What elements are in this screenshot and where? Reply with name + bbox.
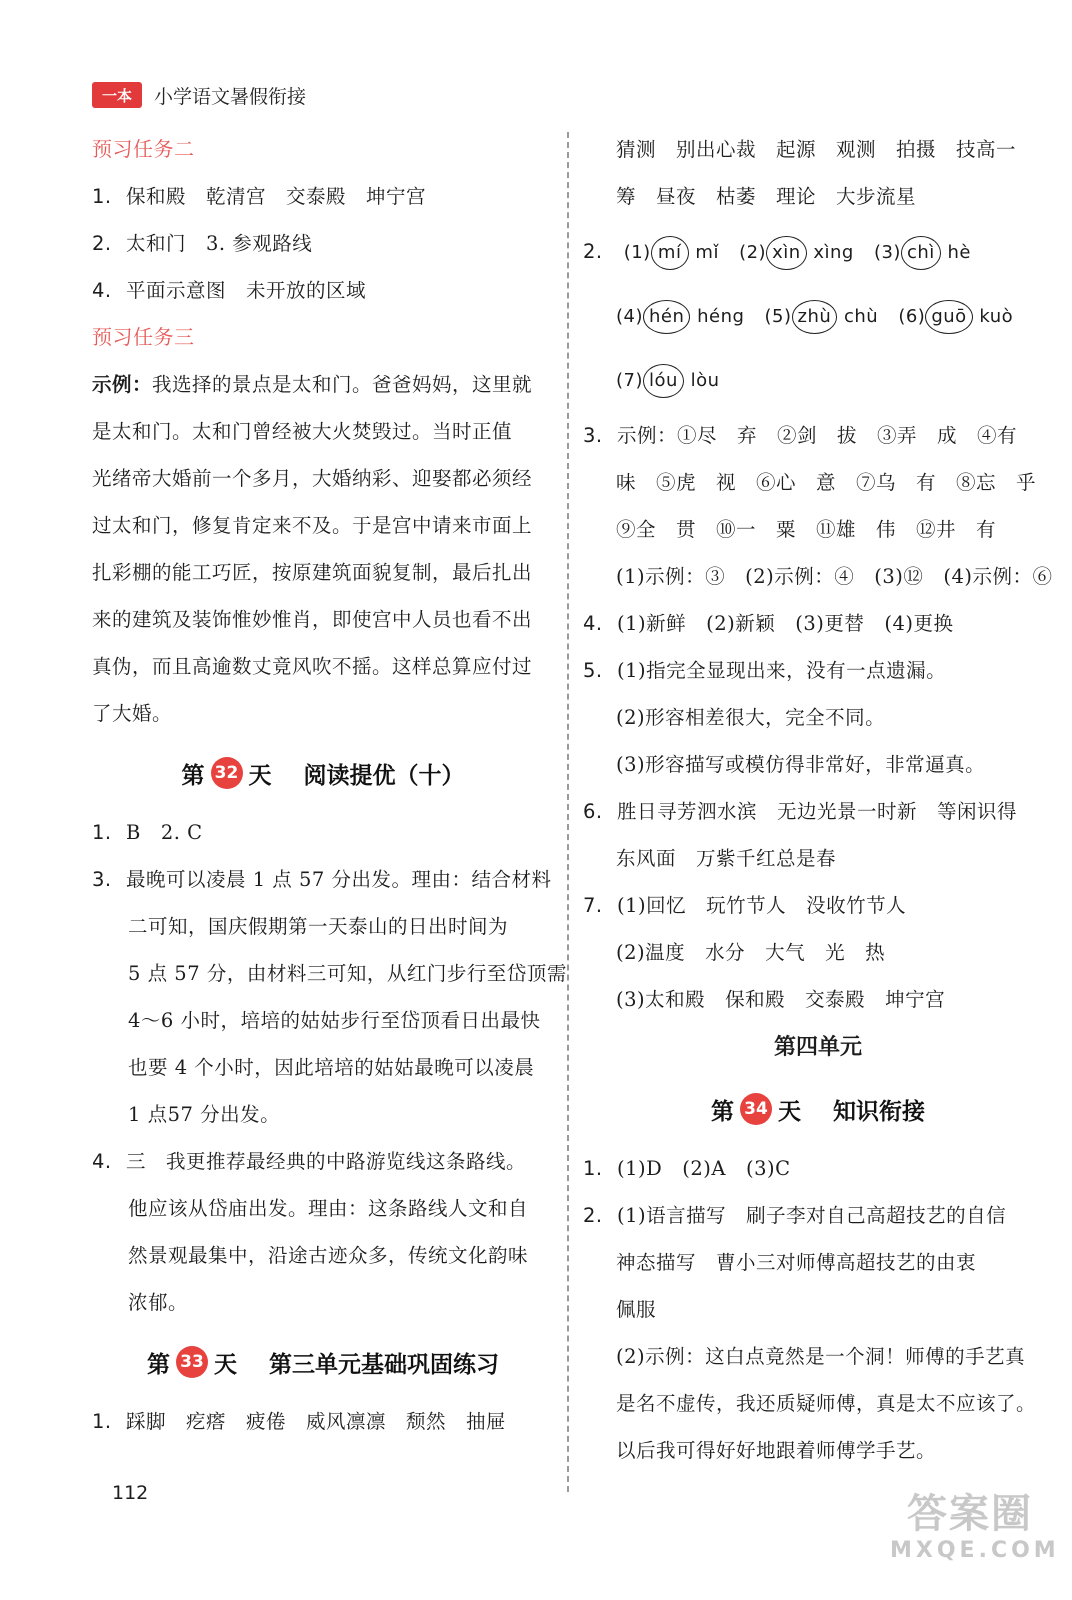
day-number-badge: 33: [176, 1346, 208, 1378]
answer-item: 4. 三 我更推荐最经典的中路游览线这条路线。: [92, 1150, 527, 1173]
answer-line: ⑨全 贯 ⑩一 粟 ⑪雄 伟 ⑫井 有: [616, 518, 997, 541]
example-line: 扎彩棚的能工巧匠，按原建筑面貌复制，最后扎出: [92, 561, 533, 584]
answer-line: (1)示例：③ (2)示例：④ (3)⑫ (4)示例：⑥: [616, 565, 1053, 588]
answer-line: 东风面 万紫千红总是春: [616, 847, 837, 870]
answer-line: 猜测 别出心裁 起源 观测 拍摄 技高一: [616, 138, 1017, 161]
circled-pinyin: hén: [643, 300, 690, 334]
answer-item: 1. (1)D (2)A (3)C: [583, 1157, 791, 1180]
answer-line: 是名不虚传，我还质疑师傅，真是太不应该了。: [616, 1392, 1037, 1415]
answer-line: 他应该从岱庙出发。理由：这条路线人文和自: [128, 1197, 529, 1220]
answer-line: 5 点 57 分，由材料三可知，从红门步行至岱顶需: [128, 962, 567, 985]
watermark-logo: 答案圈: [907, 1490, 1033, 1537]
answer-line: 1 点57 分出发。: [128, 1103, 281, 1126]
answer-item: 4. 平面示意图 未开放的区域: [92, 279, 367, 302]
answer-line: 神态描写 曹小三对师傅高超技艺的由衷: [616, 1251, 977, 1274]
pinyin-row: (4) hén héng (5) zhù chù (6) guō kuò: [583, 284, 1053, 348]
circled-pinyin: guō: [925, 300, 972, 334]
answer-line: (2)温度 水分 大气 光 热: [616, 941, 886, 964]
left-column: [92, 126, 567, 1445]
day-heading: 第 34 天 知识衔接: [583, 1073, 1053, 1145]
watermark: [890, 1490, 1060, 1570]
section-title: 预习任务二: [92, 137, 195, 161]
day-heading: 第 33 天 第三单元基础巩固练习: [92, 1326, 554, 1398]
answer-line: 味 ⑤虎 视 ⑥心 意 ⑦乌 有 ⑧忘 乎: [616, 471, 1037, 494]
example-line: 光绪帝大婚前一个多月，大婚纳彩、迎娶都必须经: [92, 467, 533, 490]
day-heading: 第 32 天 阅读提优（十）: [92, 737, 554, 809]
right-column: [583, 126, 1053, 1474]
page-header: [92, 78, 306, 112]
answer-line: 浓郁。: [128, 1291, 189, 1314]
answer-item: 2. (1)语言描写 刷子李对自己高超技艺的自信: [583, 1204, 1007, 1227]
answer-line: 二可知，国庆假期第一天泰山的日出时间为: [128, 915, 509, 938]
answer-item: 3. 示例：①尽 弃 ②剑 拔 ③弄 成 ④有: [583, 424, 1018, 447]
circled-pinyin: lóu: [643, 364, 684, 398]
answer-item: 1. 保和殿 乾清宫 交泰殿 坤宁宫: [92, 185, 427, 208]
brand-logo: 一本: [92, 82, 142, 108]
answer-item: 4. (1)新鲜 (2)新颖 (3)更替 (4)更换: [583, 612, 954, 635]
answer-line: (2)示例：这白点竟然是一个洞！师傅的手艺真: [616, 1345, 1026, 1368]
circled-pinyin: xìn: [766, 236, 807, 270]
answer-line: 以后我可得好好地跟着师傅学手艺。: [616, 1439, 937, 1462]
circled-pinyin: mí: [651, 236, 689, 270]
circled-pinyin: chì: [901, 236, 941, 270]
example-line: 了大婚。: [92, 702, 173, 725]
circled-pinyin: zhù: [792, 300, 838, 334]
watermark-url: MXQE.COM: [890, 1538, 1060, 1563]
column-divider: [567, 132, 569, 1492]
answer-item: 2. 太和门 3. 参观路线: [92, 232, 313, 255]
example-line: 示例：我选择的景点是太和门。爸爸妈妈，这里就: [92, 373, 533, 396]
answer-item: 3. 最晚可以凌晨 1 点 57 分出发。理由：结合材料: [92, 868, 552, 891]
day-number-badge: 34: [740, 1093, 772, 1125]
pinyin-row: (7) lóu lòu: [583, 348, 1053, 412]
answer-line: (3)形容描写或模仿得非常好，非常逼真。: [616, 753, 986, 776]
example-line: 真伪，而且高逾数丈竟风吹不摇。这样总算应付过: [92, 655, 533, 678]
answer-line: (2)形容相差很大，完全不同。: [616, 706, 886, 729]
answer-line: 也要 4 个小时，因此培培的姑姑最晚可以凌晨: [128, 1056, 535, 1079]
book-title: 小学语文暑假衔接: [154, 85, 307, 108]
page-number: 112: [112, 1482, 149, 1504]
answer-item: 6. 胜日寻芳泗水滨 无边光景一时新 等闲识得: [583, 800, 1018, 823]
pinyin-row: 2. (1) mí mǐ (2) xìn xìng (3) chì hè: [583, 220, 1053, 284]
unit-heading: 第四单元: [773, 1035, 862, 1060]
day-number-badge: 32: [211, 757, 243, 789]
section-title: 预习任务三: [92, 325, 195, 349]
answer-line: 4～6 小时，培培的姑姑步行至岱顶看日出最快: [128, 1009, 541, 1032]
answer-item: 1. B 2. C: [92, 821, 203, 844]
answer-item: 1. 踩脚 疙瘩 疲倦 威风凛凛 颓然 抽屉: [92, 1410, 507, 1433]
example-line: 是太和门。太和门曾经被大火焚毁过。当时正值: [92, 420, 513, 443]
example-line: 来的建筑及装饰惟妙惟肖，即使宫中人员也看不出: [92, 608, 533, 631]
answer-item: 7. (1)回忆 玩竹节人 没收竹节人: [583, 894, 907, 917]
answer-line: 然景观最集中，沿途古迹众多，传统文化韵味: [128, 1244, 529, 1267]
example-line: 过太和门，修复肯定来不及。于是宫中请来市面上: [92, 514, 533, 537]
answer-line: 佩服: [616, 1298, 657, 1321]
answer-line: (3)太和殿 保和殿 交泰殿 坤宁宫: [616, 988, 946, 1011]
answer-item: 5. (1)指完全显现出来，没有一点遗漏。: [583, 659, 947, 682]
answer-line: 筹 昼夜 枯萎 理论 大步流星: [616, 185, 917, 208]
